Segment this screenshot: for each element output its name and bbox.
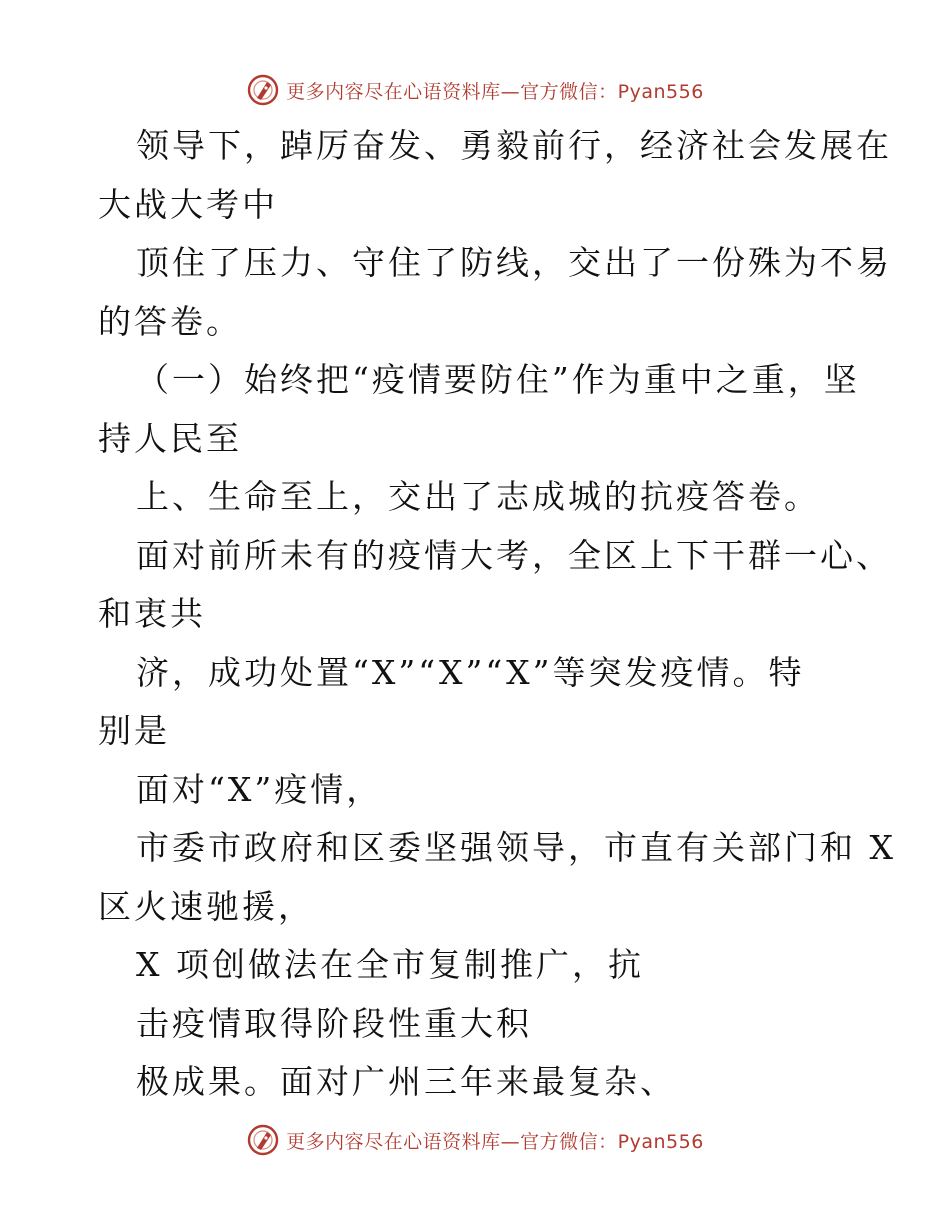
body-line: 的答卷。 — [98, 301, 242, 341]
footer-watermark-text: 更多内容尽在心语资料库—官方微信：Pyan556 — [286, 1130, 704, 1153]
pen-nib-logo-icon — [246, 73, 280, 107]
header-watermark-text: 更多内容尽在心语资料库—官方微信：Pyan556 — [286, 80, 704, 103]
body-line: 别是 — [98, 711, 170, 750]
body-line: （一）始终把“疫情要防住”作为重中之重，坚 — [136, 360, 860, 399]
pen-nib-logo-icon — [246, 1123, 280, 1157]
body-line: 和衷共 — [98, 594, 206, 633]
body-line: 面对“X”疫情， — [136, 769, 383, 809]
body-line: 极成果。面对广州三年来最复杂、 — [136, 1062, 676, 1101]
body-line: 上、生命至上，交出了志成城的抗疫答卷。 — [136, 477, 820, 516]
body-line: 区火速驰援， — [98, 886, 314, 926]
header-watermark — [0, 70, 950, 110]
body-line: 大战大考中 — [98, 184, 278, 224]
body-line: 顶住了压力、守住了防线，交出了一份殊为不易 — [136, 243, 892, 282]
body-line: 济，成功处置“X”“X”“X”等突发疫情。特 — [136, 652, 805, 692]
body-line: 领导下，踔厉奋发、勇毅前行，经济社会发展在 — [136, 126, 892, 165]
document-body — [0, 117, 950, 1112]
footer-watermark — [0, 1120, 950, 1160]
body-line: 面对前所未有的疫情大考，全区上下干群一心、 — [136, 535, 892, 575]
body-line: X 项创做法在全市复制推广，抗 — [136, 945, 644, 984]
body-line: 击疫情取得阶段性重大积 — [136, 1003, 532, 1043]
body-line: 持人民至 — [98, 418, 242, 458]
body-line: 市委市政府和区委坚强领导，市直有关部门和 X — [136, 828, 896, 867]
